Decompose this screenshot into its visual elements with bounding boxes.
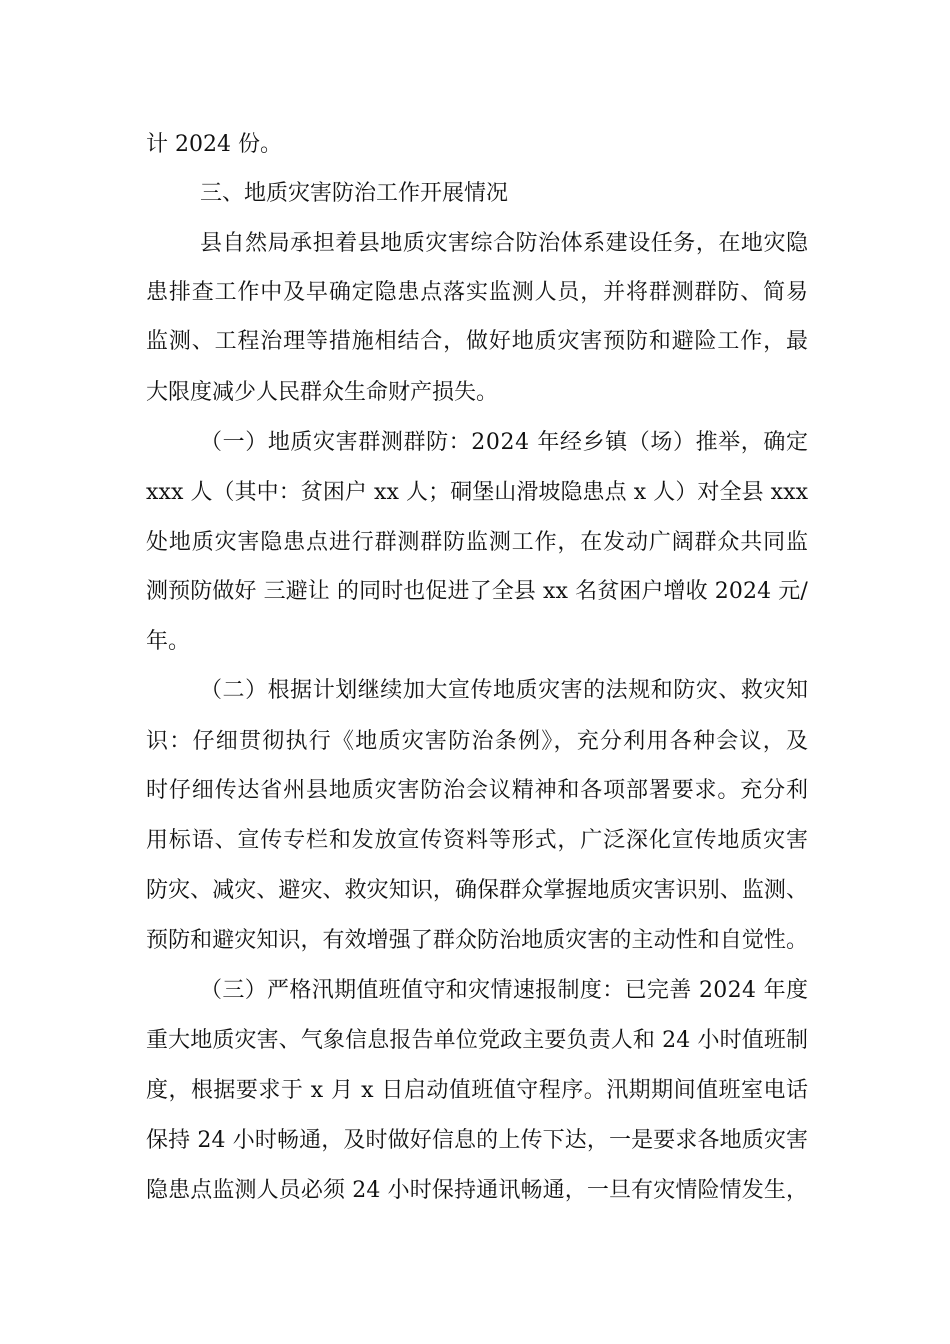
text-line: 年。	[146, 629, 191, 654]
text-line: 防灾、减灾、避灾、救灾知识，确保群众掌握地质灾害识别、监测、	[146, 878, 809, 903]
text-line: 保持 24 小时畅通，及时做好信息的上传下达，一是要求各地质灾害	[146, 1128, 809, 1153]
text-line: 测预防做好 三避让 的同时也促进了全县 xx 名贫困户增收 2024 元/	[146, 579, 808, 604]
text-line: 预防和避灾知识，有效增强了群众防治地质灾害的主动性和自觉性。	[146, 928, 809, 953]
text-line: （三）严格汛期值班值守和灾情速报制度：已完善 2024 年度	[200, 978, 809, 1003]
text-line: 时仔细传达省州县地质灾害防治会议精神和各项部署要求。充分利	[146, 778, 809, 803]
text-line: 县自然局承担着县地质灾害综合防治体系建设任务，在地灾隐	[200, 231, 809, 256]
text-line: （二）根据计划继续加大宣传地质灾害的法规和防灾、救灾知	[200, 678, 809, 703]
text-line: xxx 人（其中：贫困户 xx 人；硐堡山滑坡隐患点 x 人）对全县 xxx	[146, 480, 809, 505]
text-line: 处地质灾害隐患点进行群测群防监测工作，在发动广阔群众共同监	[146, 530, 809, 555]
text-line: （一）地质灾害群测群防：2024 年经乡镇（场）推举，确定	[200, 430, 809, 455]
text-line: 用标语、宣传专栏和发放宣传资料等形式，广泛深化宣传地质灾害	[146, 828, 809, 853]
section-heading: 三、地质灾害防治工作开展情况	[200, 181, 509, 206]
text-line: 大限度减少人民群众生命财产损失。	[146, 380, 499, 405]
text-line: 重大地质灾害、气象信息报告单位党政主要负责人和 24 小时值班制	[146, 1028, 809, 1053]
text-line: 识：仔细贯彻执行《地质灾害防治条例》，充分利用各种会议，及	[146, 729, 810, 754]
text-line: 计 2024 份。	[146, 132, 282, 157]
text-line: 患排查工作中及早确定隐患点落实监测人员，并将群测群防、简易	[146, 280, 809, 305]
text-line: 监测、工程治理等措施相结合，做好地质灾害预防和避险工作，最	[146, 329, 809, 354]
text-line: 隐患点监测人员必须 24 小时保持通讯畅通，一旦有灾情险情发生，	[146, 1178, 809, 1203]
text-line: 度，根据要求于 x 月 x 日启动值班值守程序。汛期期间值班室电话	[146, 1078, 809, 1103]
